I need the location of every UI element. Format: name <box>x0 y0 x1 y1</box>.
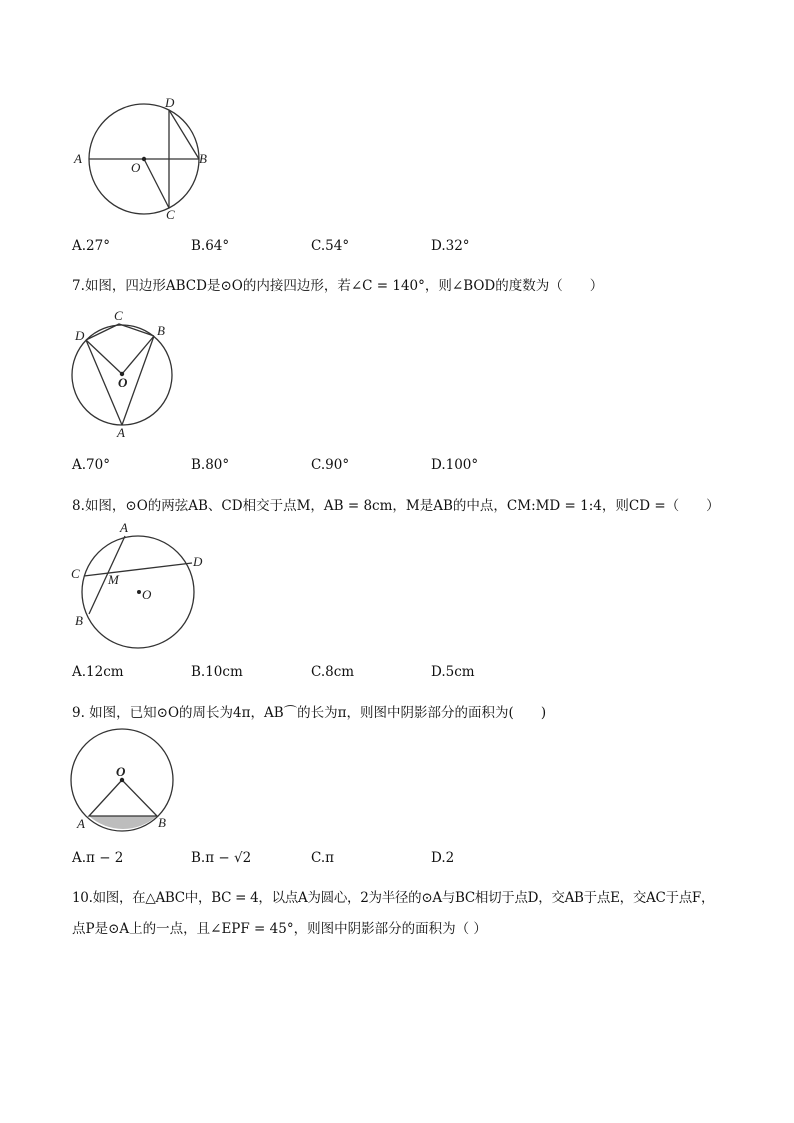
q6-option-d: D.32° <box>431 238 470 254</box>
q7-figure <box>72 308 172 440</box>
q9-option-c: C.π <box>311 850 335 866</box>
q7-label-b: B <box>157 323 165 338</box>
q9-option-a: A.π − 2 <box>72 850 124 866</box>
q6-figure <box>73 95 207 222</box>
q7-option-d: D.100° <box>431 457 479 473</box>
q8-chord-cd <box>84 563 192 576</box>
q7-label-d: D <box>75 328 85 343</box>
q6-center-dot <box>142 157 146 161</box>
q8-label-b: B <box>75 613 83 628</box>
q8-label-c: C <box>71 566 80 581</box>
q7-label-o: O <box>118 375 128 390</box>
q9-label-b: B <box>158 815 166 830</box>
q9-figure <box>71 729 173 831</box>
q7-label-c: C <box>114 308 123 323</box>
q9-label-a: A <box>77 816 85 831</box>
q7-side-da <box>86 340 122 425</box>
q8-option-d: D.5cm <box>431 664 475 680</box>
q7-option-a: A.70° <box>72 457 110 473</box>
q7-option-c: C.90° <box>311 457 350 473</box>
q8-option-c: C.8cm <box>311 664 355 680</box>
q8-label-m: M <box>108 572 119 587</box>
q10-question-line-1: 10.如图，在△ABC中，BC = 4，以点A为圆心，2为半径的⊙A与BC相切于点D，交AB于点E，交AC于点F， <box>72 890 715 906</box>
q7-question-text: 7.如图，四边形ABCD是⊙O的内接四边形，若∠C = 140°，则∠BOD的度数为（ ） <box>72 278 604 294</box>
q9-triangle-oab <box>89 780 157 816</box>
q7-radius-ob <box>122 336 154 374</box>
q9-label-o: O <box>116 764 126 779</box>
q6-label-d: D <box>165 95 175 110</box>
q6-label-b: B <box>199 151 207 166</box>
q8-question-text: 8.如图，⊙O的两弦AB、CD相交于点M，AB = 8cm，M是AB的中点，CM:MD = 1:4，则CD =（ ） <box>72 498 720 514</box>
q7-option-b: B.80° <box>191 457 230 473</box>
q8-option-a: A.12cm <box>72 664 124 680</box>
q6-chord-db <box>169 110 199 159</box>
q8-label-d: D <box>193 554 203 569</box>
q6-option-a: A.27° <box>72 238 110 254</box>
q8-center-dot <box>137 590 141 594</box>
q8-label-o: O <box>142 587 152 602</box>
q6-label-a: A <box>74 151 82 166</box>
q7-label-a: A <box>117 425 125 440</box>
q6-option-b: B.64° <box>191 238 230 254</box>
q8-label-a: A <box>120 520 128 535</box>
q6-option-c: C.54° <box>311 238 350 254</box>
q9-shaded-segment <box>89 816 157 829</box>
q9-question-text: 9. 如图，已知⊙O的周长为4π，AB⌒的长为π，则图中阴影部分的面积为( ) <box>72 705 547 721</box>
q8-option-b: B.10cm <box>191 664 243 680</box>
q8-figure <box>71 520 203 648</box>
q9-option-b: B.π − √2 <box>191 850 252 866</box>
q10-question-line-2: 点P是⊙A上的一点，且∠EPF = 45°，则图中阴影部分的面积为（ ） <box>72 921 487 937</box>
q6-label-o: O <box>131 160 141 175</box>
q7-radius-od <box>86 340 122 374</box>
q6-radius-oc <box>144 159 169 208</box>
q9-option-d: D.2 <box>431 850 455 866</box>
q6-label-c: C <box>166 207 175 222</box>
